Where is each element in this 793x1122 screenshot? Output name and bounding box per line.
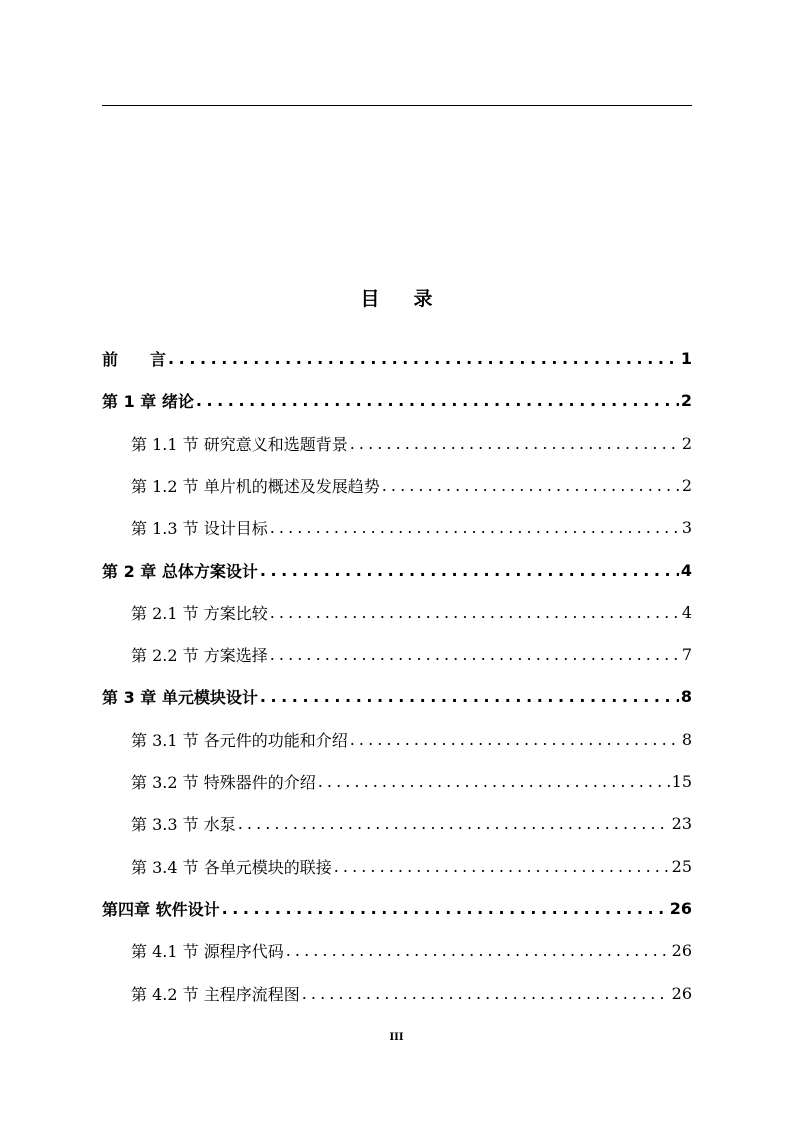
toc-dot-leader	[260, 561, 679, 580]
toc-section-entry[interactable]	[131, 514, 692, 540]
toc-dot-leader	[286, 941, 670, 960]
toc-section-entry[interactable]	[131, 980, 692, 1006]
toc-entry-page: 4	[680, 560, 692, 580]
toc-dot-leader	[302, 984, 670, 1003]
toc-section-entry[interactable]	[131, 810, 692, 836]
toc-entry-label: 第 2.2 节 方案选择	[131, 645, 268, 665]
toc-section-entry[interactable]	[131, 726, 692, 752]
toc-title-char-2: 录	[413, 288, 433, 310]
toc-dot-leader	[168, 349, 679, 368]
toc-entry-label: 第 4.2 节 主程序流程图	[131, 984, 300, 1004]
toc-dot-leader	[270, 518, 680, 537]
toc-entry-label: 第 4.1 节 源程序代码	[131, 941, 284, 961]
toc-entry-page: 2	[680, 390, 692, 410]
toc-section-entry[interactable]	[131, 430, 692, 456]
toc-entry-page: 26	[669, 898, 692, 918]
toc-entry-page: 23	[671, 813, 692, 833]
toc-entry-page: 7	[681, 644, 692, 664]
toc-entry-page: 26	[671, 940, 692, 960]
toc-entry-page: 2	[681, 475, 692, 495]
toc-chapter-entry[interactable]	[102, 895, 692, 921]
toc-dot-leader	[318, 772, 670, 791]
toc-entry-label: 第四章 软件设计	[102, 899, 220, 919]
toc-dot-leader	[238, 814, 670, 833]
toc-entry-label: 第 1 章 绪论	[102, 391, 194, 411]
toc-entry-label: 第 1.1 节 研究意义和选题背景	[131, 434, 348, 454]
toc-dot-leader	[270, 645, 680, 664]
toc-entry-page: 26	[671, 983, 692, 1003]
toc-chapter-entry[interactable]	[102, 387, 692, 413]
toc-dot-leader	[260, 687, 679, 706]
toc-entry-label: 第 2.1 节 方案比较	[131, 603, 268, 623]
toc-entry-label: 第 3.1 节 各元件的功能和介绍	[131, 730, 348, 750]
toc-dot-leader	[334, 857, 670, 876]
toc-dot-leader	[270, 603, 680, 622]
toc-dot-leader	[350, 434, 680, 453]
toc-entry-label: 第 3.4 节 各单元模块的联接	[131, 857, 332, 877]
toc-section-entry[interactable]	[131, 853, 692, 879]
toc-entry-page: 4	[681, 602, 692, 622]
toc-entry-label: 第 3.2 节 特殊器件的介绍	[131, 772, 316, 792]
toc-entry-label: 前 言	[102, 349, 167, 369]
page-number: III	[389, 1032, 404, 1043]
toc-entry-label: 第 3.3 节 水泵	[131, 814, 236, 834]
toc-entry-page: 2	[681, 433, 692, 453]
toc-chapter-entry[interactable]	[102, 345, 692, 371]
toc-section-entry[interactable]	[131, 937, 692, 963]
toc-dot-leader	[222, 899, 668, 918]
toc-chapter-entry[interactable]	[102, 557, 692, 583]
toc-entry-page: 8	[681, 729, 692, 749]
toc-entry-label: 第 2 章 总体方案设计	[102, 561, 258, 581]
toc-section-entry[interactable]	[131, 641, 692, 667]
toc-entry-page: 1	[680, 348, 692, 368]
toc-entry-page: 25	[671, 856, 692, 876]
toc-dot-leader	[382, 476, 680, 495]
toc-entry-label: 第 1.3 节 设计目标	[131, 518, 268, 538]
toc-section-entry[interactable]	[131, 768, 692, 794]
toc-section-entry[interactable]	[131, 472, 692, 498]
toc-entry-page: 8	[680, 686, 692, 706]
toc-title-char-1: 目	[360, 288, 380, 310]
toc-chapter-entry[interactable]	[102, 683, 692, 709]
toc-dot-leader	[196, 391, 679, 410]
toc-entry-label: 第 1.2 节 单片机的概述及发展趋势	[131, 476, 380, 496]
toc-entry-page: 3	[681, 517, 692, 537]
toc-entry-label: 第 3 章 单元模块设计	[102, 687, 258, 707]
toc-dot-leader	[350, 730, 680, 749]
toc-section-entry[interactable]	[131, 599, 692, 625]
toc-entry-page: 15	[671, 771, 692, 791]
